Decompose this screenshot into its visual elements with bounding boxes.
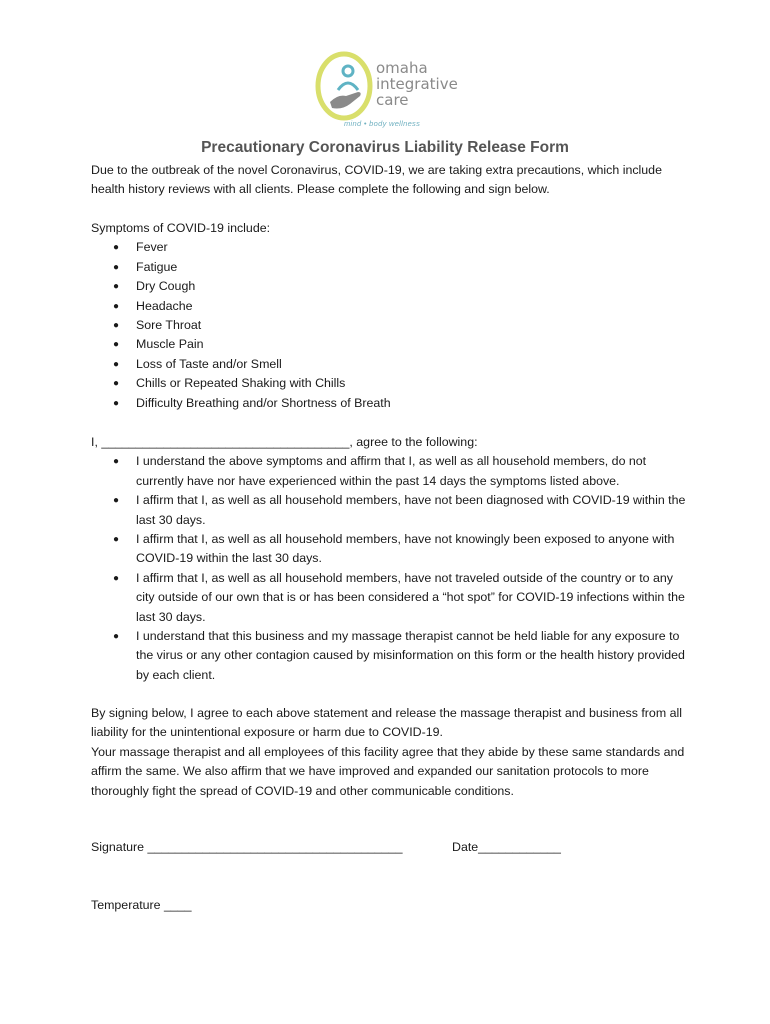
signature-field[interactable]: Signature _____________________________________ xyxy=(91,840,403,854)
agreement-text: I affirm that I, as well as all household members, have not knowingly been exposed to anyone with COVID-19 within the last 30 days. xyxy=(136,532,675,566)
symptom-text: Fever xyxy=(136,240,168,255)
logo-line-3: care xyxy=(376,91,409,109)
bullet-icon: ● xyxy=(113,534,120,546)
bullet-icon: ● xyxy=(113,378,120,390)
bullet-icon: ● xyxy=(113,631,120,643)
agreement-lead[interactable]: I, ____________________________________, agree to the following: xyxy=(91,435,478,449)
list-item xyxy=(91,258,691,277)
list-item xyxy=(91,394,691,413)
bullet-icon: ● xyxy=(113,281,120,293)
symptoms-list xyxy=(91,238,691,413)
symptoms-section xyxy=(91,219,691,413)
list-item xyxy=(91,452,691,491)
symptoms-heading: Symptoms of COVID-19 include: xyxy=(91,221,271,235)
list-item xyxy=(91,627,691,685)
closing-paragraph-1: By signing below, I agree to each above statement and release the massage therapist and business from all liability for the unintentional exposure or harm due to COVID-19. xyxy=(91,706,682,740)
bullet-icon: ● xyxy=(113,242,120,254)
date-field[interactable]: Date____________ xyxy=(452,840,561,854)
agreement-text: I understand that this business and my massage therapist cannot be held liable for any exposure to the virus or any other contagion caused by misinformation on this form or the health history provided by each client. xyxy=(136,629,685,682)
list-item xyxy=(91,569,691,627)
bullet-icon: ● xyxy=(113,495,120,507)
logo-line-2: integrative xyxy=(376,75,458,93)
bullet-icon: ● xyxy=(113,261,120,273)
symptom-text: Chills or Repeated Shaking with Chills xyxy=(136,376,346,391)
form-title: Precautionary Coronavirus Liability Release Form xyxy=(201,139,569,156)
bullet-icon: ● xyxy=(113,572,120,584)
temperature-field[interactable]: Temperature ____ xyxy=(91,898,192,912)
bullet-icon: ● xyxy=(113,300,120,312)
bullet-icon: ● xyxy=(113,339,120,351)
list-item xyxy=(91,335,691,354)
agreement-list xyxy=(91,452,691,685)
logo-tagline: mind • body wellness xyxy=(344,119,421,128)
closing-section xyxy=(91,704,691,801)
list-item xyxy=(91,297,691,316)
symptom-text: Difficulty Breathing and/or Shortness of Breath xyxy=(136,395,391,410)
symptom-text: Sore Throat xyxy=(136,318,202,333)
list-item xyxy=(91,355,691,374)
list-item xyxy=(91,277,691,296)
agreement-text: I affirm that I, as well as all household members, have not been diagnosed with COVID-19 within the last 30 days. xyxy=(136,493,686,527)
intro-text: Due to the outbreak of the novel Coronavirus, COVID-19, we are taking extra precautions, which include health history reviews with all clients. Please complete the following and sign below. xyxy=(91,163,662,197)
symptom-text: Headache xyxy=(136,298,193,313)
agreement-text: I understand the above symptoms and affirm that I, as well as all household members, do not currently have nor have experienced within the past 14 days the symptoms listed above. xyxy=(136,454,647,488)
logo-line-1: omaha xyxy=(376,59,428,77)
symptom-text: Loss of Taste and/or Smell xyxy=(136,356,282,371)
bullet-icon: ● xyxy=(113,358,120,370)
logo-wordmark xyxy=(376,60,458,108)
closing-paragraph-2: Your massage therapist and all employees of this facility agree that they abide by these same standards and affirm the same. We also affirm that we have improved and expanded our sanitation protocols to more thoroughly fight the spread of COVID-19 and other communicable conditions. xyxy=(91,744,685,798)
list-item xyxy=(91,374,691,393)
list-item xyxy=(91,491,691,530)
company-logo xyxy=(312,50,462,130)
bullet-icon: ● xyxy=(113,456,120,468)
agreement-section xyxy=(91,433,691,685)
list-item xyxy=(91,316,691,335)
symptom-text: Dry Cough xyxy=(136,279,196,294)
agreement-text: I affirm that I, as well as all household members, have not traveled outside of the country or to any city outside of our own that is or has been considered a “hot spot” for COVID-19 infections within the last 30 days. xyxy=(136,570,685,624)
symptom-text: Muscle Pain xyxy=(136,337,204,352)
logo-emblem-icon xyxy=(312,50,382,122)
bullet-icon: ● xyxy=(113,320,120,332)
list-item xyxy=(91,530,691,569)
symptom-text: Fatigue xyxy=(136,259,178,274)
intro-paragraph xyxy=(91,161,691,200)
bullet-icon: ● xyxy=(113,397,120,409)
list-item xyxy=(91,238,691,257)
